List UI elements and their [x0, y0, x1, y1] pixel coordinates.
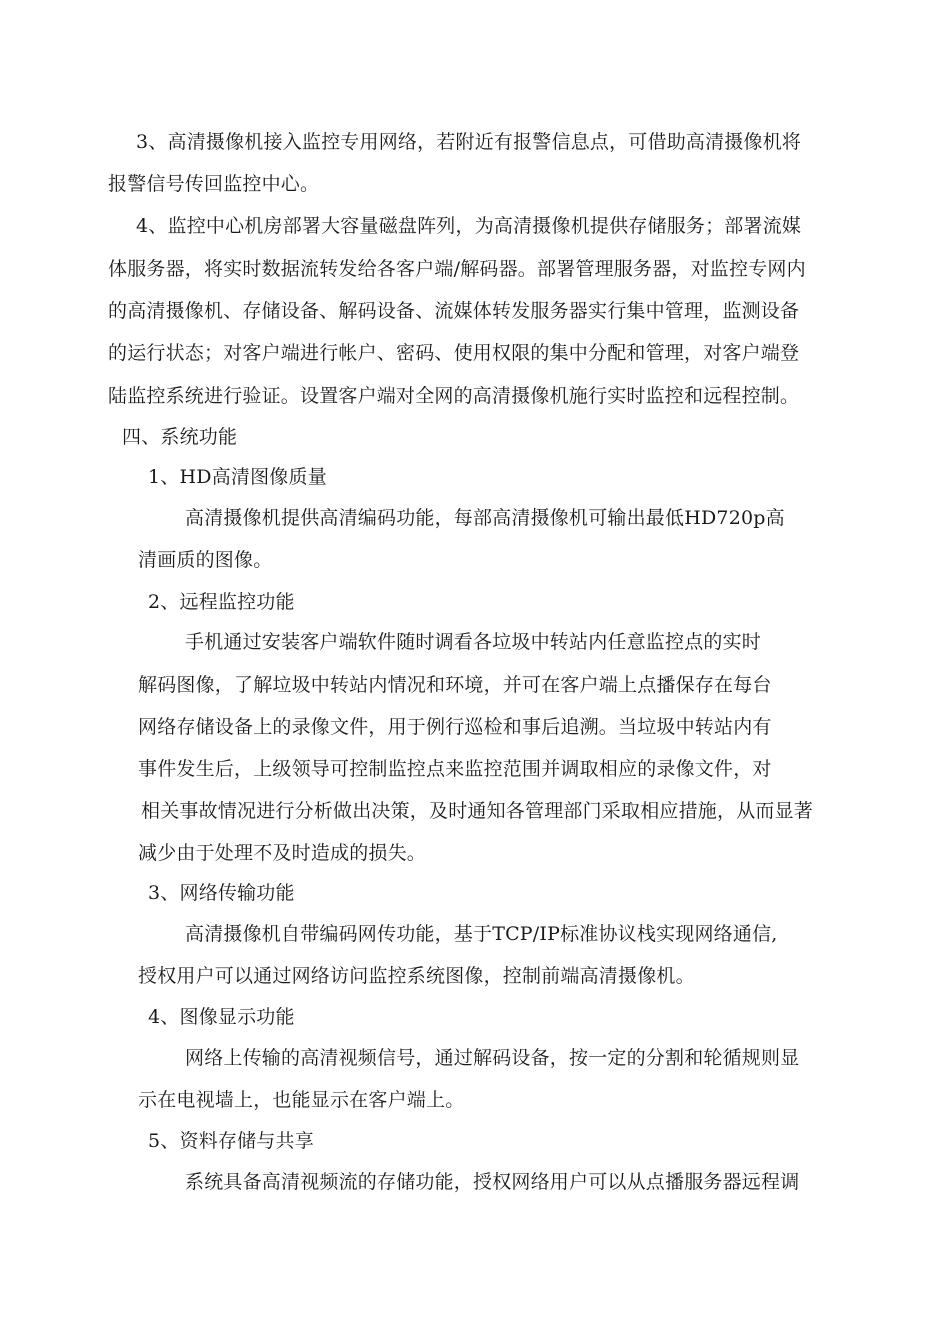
feature-2-title: 2、远程监控功能 — [148, 591, 295, 613]
feature-1-title: 1、HD高清图像质量 — [148, 466, 327, 488]
item3-line-1: 3、高清摄像机接入监控专用网络，若附近有报警信息点，可借助高清摄像机将 — [136, 131, 802, 153]
feature-2-line-1: 手机通过安装客户端软件随时调看各垃圾中转站内任意监控点的实时 — [185, 631, 762, 653]
feature-3-line-1: 高清摄像机自带编码网传功能，基于TCP/IP标准协议栈实现网络通信, — [185, 923, 778, 945]
feature-3-title: 3、网络传输功能 — [148, 882, 295, 904]
feature-5-title: 5、资料存储与共享 — [148, 1130, 314, 1152]
item3-line-2: 报警信号传回监控中心。 — [108, 173, 320, 195]
item4-line-2: 体服务器，将实时数据流转发给各客户端/解码器。部署管理服务器，对监控专网内 — [108, 258, 806, 280]
item4-line-4: 的运行状态；对客户端进行帐户、密码、使用权限的集中分配和管理，对客户端登 — [108, 342, 800, 364]
feature-4-title: 4、图像显示功能 — [148, 1006, 295, 1028]
feature-5-line-1: 系统具备高清视频流的存储功能，授权网络用户可以从点播服务器远程调 — [185, 1171, 800, 1193]
feature-2-line-5: 相关事故情况进行分析做出决策，及时通知各管理部门采取相应措施，从而显著 — [141, 800, 814, 822]
item4-line-1: 4、监控中心机房部署大容量磁盘阵列，为高清摄像机提供存储服务；部署流媒 — [136, 215, 802, 237]
feature-2-line-3: 网络存储设备上的录像文件，用于例行巡检和事后追溯。当垃圾中转站内有 — [138, 716, 772, 738]
feature-1-line-1: 高清摄像机提供高清编码功能，每部高清摄像机可输出最低HD720p高 — [185, 507, 785, 529]
feature-2-line-2: 解码图像，了解垃圾中转站内情况和环境，并可在客户端上点播保存在每台 — [138, 674, 772, 696]
feature-2-line-6: 减少由于处理不及时造成的损失。 — [138, 842, 427, 864]
item4-line-5: 陆监控系统进行验证。设置客户端对全网的高清摄像机施行实时监控和远程控制。 — [108, 385, 800, 407]
feature-1-line-2: 清画质的图像。 — [138, 549, 273, 571]
feature-2-line-4: 事件发生后，上级领导可控制监控点来监控范围并调取相应的录像文件，对 — [138, 758, 772, 780]
item4-line-3: 的高清摄像机、存储设备、解码设备、流媒体转发服务器实行集中管理，监测设备 — [108, 300, 800, 322]
feature-4-line-2: 示在电视墙上，也能显示在客户端上。 — [138, 1089, 465, 1111]
feature-3-line-2: 授权用户可以通过网络访问监控系统图像，控制前端高清摄像机。 — [138, 965, 695, 987]
section-heading: 四、系统功能 — [122, 426, 238, 448]
feature-4-line-1: 网络上传输的高清视频信号，通过解码设备，按一定的分割和轮循规则显 — [185, 1047, 800, 1069]
